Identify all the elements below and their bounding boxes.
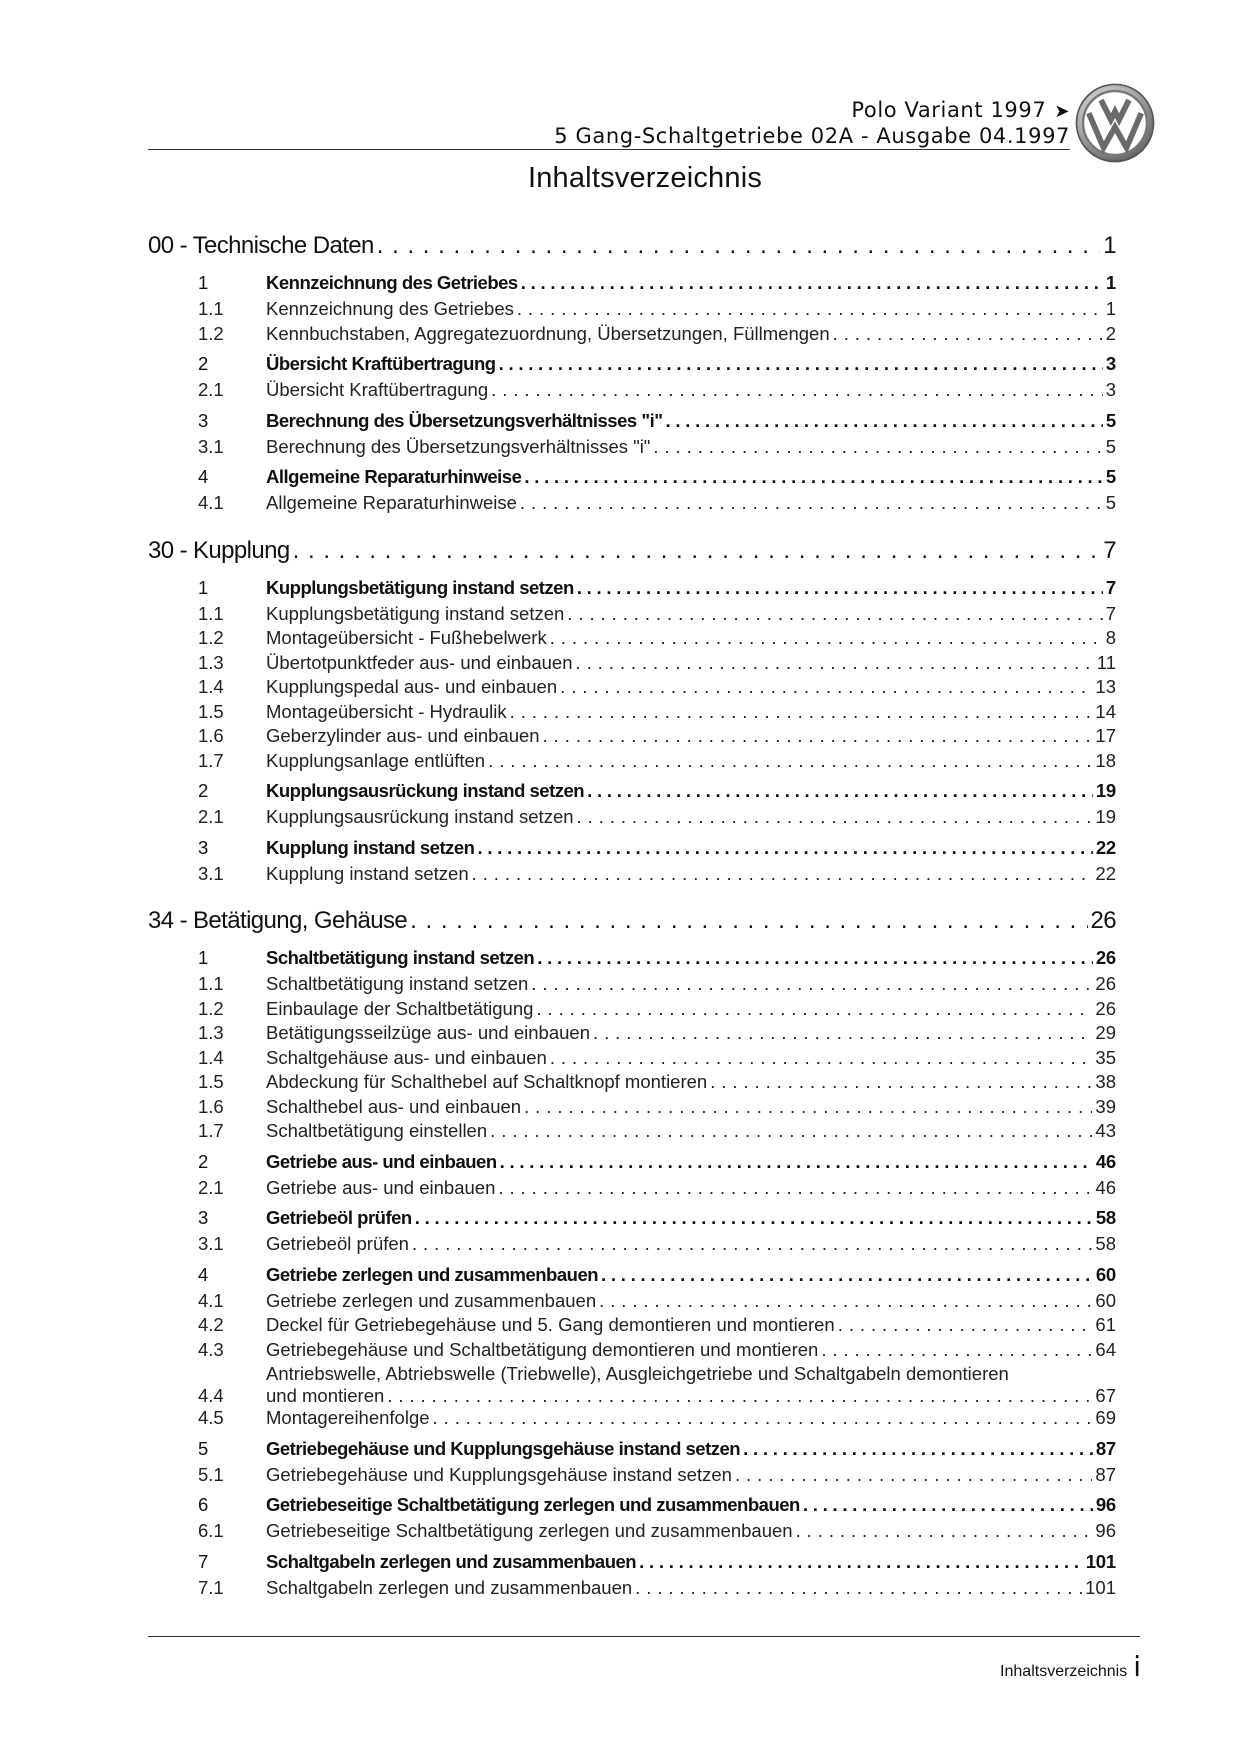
toc-subsection-entry[interactable]: [148, 1407, 1116, 1432]
entry-title: Getriebeseitige Schaltbetätigung zerlegen und zusammenbauen: [266, 1520, 793, 1541]
entry-page-number: 19: [1095, 806, 1116, 827]
vw-logo-icon: [1074, 82, 1156, 164]
entry-title: Schaltgehäuse aus- und einbauen: [266, 1046, 547, 1068]
toc-chapter: [148, 537, 1116, 888]
entry-page-number: 1: [1103, 232, 1116, 259]
dot-leader: [433, 1407, 1093, 1429]
page-header: [148, 96, 1070, 150]
toc-subsection-entry[interactable]: [148, 652, 1116, 677]
dot-leader: [821, 1339, 1092, 1361]
header-subtitle: 5 Gang-Schaltgetriebe 02A - Ausgabe 04.1997: [554, 124, 1070, 148]
entry-number: 2: [198, 780, 209, 801]
entry-number: 3: [198, 1207, 209, 1228]
entry-number: 3: [198, 409, 209, 431]
entry-number: 7.1: [198, 1576, 224, 1598]
toc-subsection-entry[interactable]: [148, 1314, 1116, 1339]
entry-title: Antriebswelle, Abtriebswelle (Triebwelle), Ausgleichgetriebe und Schaltgabeln demontieren: [266, 1363, 1009, 1384]
entry-title: Getriebe zerlegen und zusammenbauen: [266, 1289, 597, 1311]
entry-page-number: 22: [1095, 862, 1116, 884]
entry-number: 1.5: [198, 700, 224, 722]
toc-subsection-entry[interactable]: [148, 1022, 1116, 1047]
entry-title: Berechnung des Übersetzungsverhältnisses "i": [266, 435, 651, 457]
entry-page-number: 35: [1095, 1046, 1116, 1068]
toc-chapter: [148, 232, 1116, 517]
entry-page-number: 22: [1095, 836, 1116, 858]
entry-page-number: 60: [1095, 1289, 1116, 1311]
entry-page-number: 19: [1095, 780, 1116, 801]
entry-page-number: 64: [1095, 1338, 1116, 1360]
entry-title: Geberzylinder aus- und einbauen: [266, 725, 540, 746]
toc-section-entry[interactable]: [148, 353, 1116, 379]
entry-title: Kupplungspedal aus- und einbauen: [266, 676, 558, 697]
entry-title: Getriebe aus- und einbauen: [266, 1150, 497, 1172]
dot-leader: [710, 1071, 1092, 1093]
entry-page-number: 96: [1095, 1520, 1116, 1541]
dot-leader: [536, 998, 1092, 1020]
entry-page-number: 2: [1105, 322, 1116, 344]
entry-title-block: [266, 1363, 1116, 1407]
entry-number: 4.2: [198, 1314, 224, 1335]
entry-page-number: 96: [1095, 1494, 1116, 1515]
entry-number: 5: [198, 1437, 209, 1459]
dot-leader: [803, 1494, 1093, 1516]
entry-page-number: 46: [1095, 1150, 1116, 1172]
entry-title: Schaltbetätigung instand setzen: [266, 973, 529, 994]
entry-number: 1.7: [198, 1120, 224, 1141]
entry-page-number: 7: [1105, 576, 1116, 598]
entry-page-number: 67: [1095, 1385, 1116, 1406]
toc-section-entry[interactable]: [148, 837, 1116, 863]
entry-title: Kupplungsausrückung instand setzen: [266, 780, 585, 801]
entry-page-number: 14: [1095, 700, 1116, 722]
toc-subsection-entry[interactable]: [148, 1339, 1116, 1364]
entry-title: Betätigungsseilzüge aus- und einbauen: [266, 1022, 590, 1043]
entry-title: Getriebeöl prüfen: [266, 1233, 409, 1254]
entry-title: Montagereihenfolge: [266, 1407, 430, 1428]
dot-leader: [601, 1264, 1093, 1286]
entry-page-number: 5: [1105, 409, 1116, 431]
entry-page-number: 11: [1096, 651, 1116, 673]
entry-title: Montageübersicht - Fußhebelwerk: [266, 627, 547, 648]
entry-title: Schaltbetätigung einstellen: [266, 1120, 488, 1141]
entry-number: 1.4: [198, 1046, 224, 1068]
entry-page-number: 29: [1095, 1022, 1116, 1043]
page-title: Inhaltsverzeichnis: [527, 162, 763, 194]
dot-leader: [415, 1207, 1093, 1229]
entry-number: 4.4: [198, 1385, 224, 1406]
entry-number: 1.4: [198, 676, 224, 697]
toc-subsection-entry[interactable]: [148, 379, 1116, 404]
toc-section-entry[interactable]: [148, 466, 1116, 492]
entry-number: 1.1: [198, 973, 224, 994]
dot-leader: [576, 652, 1094, 674]
entry-title: Schaltgabeln zerlegen und zusammenbauen: [266, 1576, 633, 1598]
entry-page-number: 17: [1095, 725, 1116, 746]
toc-section-entry[interactable]: [148, 1494, 1116, 1520]
entry-page-number: 26: [1095, 997, 1116, 1019]
entry-page-number: 101: [1085, 1550, 1116, 1572]
entry-page-number: 61: [1095, 1314, 1116, 1335]
entry-page-number: 3: [1105, 379, 1116, 400]
entry-title: Montageübersicht - Hydraulik: [266, 700, 507, 722]
entry-number: 4.3: [198, 1338, 224, 1360]
entry-number: 1.3: [198, 1022, 224, 1043]
toc-subsection-entry[interactable]: [148, 1071, 1116, 1096]
entry-title: Kupplungsanlage entlüften: [266, 749, 486, 771]
toc-subsection-entry[interactable]: [148, 1520, 1116, 1545]
dot-leader: [293, 537, 1101, 565]
dot-leader: [472, 863, 1093, 885]
toc-subsection-entry[interactable]: [148, 436, 1116, 461]
footer-divider: [148, 1636, 1140, 1637]
toc-subsection-entry[interactable]: [148, 1363, 1116, 1407]
entry-title: Kennzeichnung des Getriebes: [266, 298, 514, 319]
toc-subsection-entry[interactable]: [148, 1290, 1116, 1315]
entry-title-continuation-line: [266, 1385, 1116, 1407]
header-model-text: Polo Variant 1997: [851, 98, 1047, 122]
dot-leader: [543, 725, 1093, 747]
entry-number: 2: [198, 1150, 209, 1172]
entry-title: Allgemeine Reparaturhinweise: [266, 466, 522, 487]
entry-title: Getriebeseitige Schaltbetätigung zerlegen und zusammenbauen: [266, 1494, 800, 1515]
entry-page-number: 7: [1105, 602, 1116, 624]
entry-title: Getriebe zerlegen und zusammenbauen: [266, 1263, 599, 1285]
entry-number: 1.2: [198, 997, 224, 1019]
entry-number: 1.5: [198, 1071, 224, 1092]
entry-number: 1.6: [198, 1095, 224, 1117]
entry-number: 1.3: [198, 651, 224, 673]
entry-number: 2.1: [198, 806, 224, 827]
dot-leader: [517, 298, 1103, 320]
entry-number: 1.2: [198, 627, 224, 648]
entry-page-number: 13: [1095, 676, 1116, 697]
dot-leader: [510, 701, 1093, 723]
dot-leader: [531, 973, 1092, 995]
entry-number: 3.1: [198, 1233, 224, 1254]
toc-subsection-entry[interactable]: [148, 323, 1116, 348]
entry-number: 5.1: [198, 1463, 224, 1485]
entry-title: Übersicht Kraftübertragung: [266, 353, 496, 374]
entry-title: Kennzeichnung des Getriebes: [266, 272, 518, 293]
toc-section-entry[interactable]: [148, 410, 1116, 436]
toc-section-entry[interactable]: [148, 1151, 1116, 1177]
entry-number: 6.1: [198, 1520, 224, 1541]
entry-page-number: 8: [1105, 627, 1116, 648]
toc-subsection-entry[interactable]: [148, 676, 1116, 701]
dot-leader: [524, 466, 1103, 488]
entry-number: 4.5: [198, 1407, 224, 1428]
entry-number: 4.1: [198, 1289, 224, 1311]
footer-label: Inhaltsverzeichnis: [1000, 1663, 1128, 1680]
toc-section-entry[interactable]: [148, 1207, 1116, 1233]
entry-page-number: 60: [1095, 1263, 1116, 1285]
entry-title: Schalthebel aus- und einbauen: [266, 1095, 522, 1117]
entry-page-number: 5: [1105, 466, 1116, 487]
entry-number: 1: [198, 272, 209, 293]
toc-subsection-entry[interactable]: [148, 1577, 1116, 1602]
toc-subsection-entry[interactable]: [148, 1096, 1116, 1121]
toc-subsection-entry[interactable]: [148, 998, 1116, 1023]
entry-page-number: 5: [1105, 435, 1116, 457]
entry-number: 1.1: [198, 298, 224, 319]
entry-title: Kennbuchstaben, Aggregatezuordnung, Übersetzungen, Füllmengen: [266, 322, 830, 344]
entry-title-continued: und montieren: [266, 1385, 385, 1406]
dot-leader: [635, 1577, 1082, 1599]
toc-section-entry[interactable]: [148, 780, 1116, 806]
header-divider: [148, 149, 1070, 150]
table-of-contents: [148, 232, 1116, 1601]
entry-number: 4: [198, 466, 209, 487]
dot-leader: [550, 627, 1103, 649]
entry-number: 2.1: [198, 379, 224, 400]
entry-title: Getriebegehäuse und Kupplungsgehäuse instand setzen: [266, 1463, 732, 1485]
dot-leader: [653, 436, 1102, 458]
entry-number: 1.6: [198, 725, 224, 746]
toc-subsection-entry[interactable]: [148, 627, 1116, 652]
dot-leader: [412, 1233, 1092, 1255]
entry-title: Schaltbetätigung instand setzen: [266, 947, 535, 968]
toc-subsection-entry[interactable]: [148, 750, 1116, 775]
dot-leader: [833, 323, 1103, 345]
dot-leader: [577, 806, 1093, 828]
entry-page-number: 1: [1105, 298, 1116, 319]
entry-title: 00 - Technische Daten: [148, 232, 374, 259]
entry-title: Übersicht Kraftübertragung: [266, 379, 489, 400]
entry-number: 1.1: [198, 602, 224, 624]
entry-number: 3.1: [198, 862, 224, 884]
toc-subsection-entry[interactable]: [148, 725, 1116, 750]
entry-page-number: 26: [1095, 947, 1116, 968]
toc-section-entry[interactable]: [148, 1551, 1116, 1577]
entry-number: 4.1: [198, 492, 224, 513]
entry-page-number: 58: [1095, 1207, 1116, 1228]
dot-leader: [838, 1314, 1093, 1336]
toc-chapter-entry[interactable]: [148, 232, 1116, 266]
toc-subsection-entry[interactable]: [148, 492, 1116, 517]
entry-page-number: 5: [1105, 492, 1116, 513]
entry-title: Abdeckung für Schalthebel auf Schaltknopf montieren: [266, 1071, 708, 1092]
dot-leader: [639, 1551, 1083, 1573]
entry-title: Kupplungsbetätigung instand setzen: [266, 602, 565, 624]
entry-number: 1.2: [198, 322, 224, 344]
dot-leader: [587, 780, 1093, 802]
toc-subsection-entry[interactable]: [148, 1233, 1116, 1258]
dot-leader: [550, 1047, 1093, 1069]
dot-leader: [567, 603, 1102, 625]
dot-leader: [488, 750, 1092, 772]
entry-title: Berechnung des Übersetzungsverhältnisses "i": [266, 409, 663, 431]
entry-title: Getriebegehäuse und Kupplungsgehäuse instand setzen: [266, 1437, 741, 1459]
toc-subsection-entry[interactable]: [148, 1047, 1116, 1072]
entry-title: Einbaulage der Schaltbetätigung: [266, 997, 534, 1019]
entry-page-number: 3: [1105, 353, 1116, 374]
entry-page-number: 18: [1095, 749, 1116, 771]
entry-page-number: 26: [1090, 907, 1116, 934]
entry-page-number: 38: [1095, 1071, 1116, 1092]
toc-section-entry[interactable]: [148, 272, 1116, 298]
dot-leader: [410, 907, 1087, 935]
entry-page-number: 1: [1105, 272, 1116, 293]
entry-title: Kupplung instand setzen: [266, 836, 475, 858]
toc-subsection-entry[interactable]: [148, 863, 1116, 888]
arrow-right-icon: ➤: [1054, 101, 1070, 122]
entry-title: Deckel für Getriebegehäuse und 5. Gang demontieren und montieren: [266, 1314, 835, 1335]
toc-section-entry[interactable]: [148, 947, 1116, 973]
toc-subsection-entry[interactable]: [148, 1120, 1116, 1145]
dot-leader: [560, 676, 1092, 698]
entry-page-number: 26: [1095, 973, 1116, 994]
entry-page-number: 7: [1103, 536, 1116, 564]
toc-subsection-entry[interactable]: [148, 603, 1116, 628]
entry-title: Schaltgabeln zerlegen und zusammenbauen: [266, 1550, 637, 1572]
footer-page-number: i: [1133, 1650, 1141, 1683]
entry-page-number: 69: [1095, 1407, 1116, 1428]
dot-leader: [498, 1177, 1092, 1199]
entry-page-number: 46: [1095, 1176, 1116, 1198]
entry-number: 1: [198, 947, 209, 968]
toc-subsection-entry[interactable]: [148, 1464, 1116, 1489]
dot-leader: [387, 1385, 1092, 1407]
dot-leader: [577, 577, 1103, 599]
toc-subsection-entry[interactable]: [148, 298, 1116, 323]
entry-number: 1.7: [198, 749, 224, 771]
entry-page-number: 87: [1095, 1463, 1116, 1485]
dot-leader: [666, 410, 1103, 432]
dot-leader: [500, 1151, 1093, 1173]
dot-leader: [490, 1120, 1092, 1142]
toc-subsection-entry[interactable]: [148, 806, 1116, 831]
entry-number: 1: [198, 576, 209, 598]
entry-title: Getriebegehäuse und Schaltbetätigung demontieren und montieren: [266, 1338, 819, 1360]
entry-number: 7: [198, 1550, 209, 1572]
entry-page-number: 43: [1095, 1120, 1116, 1141]
dot-leader: [377, 232, 1100, 260]
dot-leader: [491, 379, 1103, 401]
entry-title: Kupplungsausrückung instand setzen: [266, 806, 574, 827]
header-model: [851, 98, 1070, 122]
entry-title: 34 - Betätigung, Gehäuse: [148, 907, 408, 934]
dot-leader: [735, 1464, 1092, 1486]
toc-subsection-entry[interactable]: [148, 1177, 1116, 1202]
entry-number: 6: [198, 1494, 209, 1515]
toc-chapter-entry[interactable]: [148, 907, 1116, 941]
entry-number: 3: [198, 836, 209, 858]
toc-section-entry[interactable]: [148, 577, 1116, 603]
dot-leader: [743, 1438, 1093, 1460]
entry-page-number: 87: [1095, 1437, 1116, 1459]
dot-leader: [599, 1290, 1092, 1312]
entry-number: 3.1: [198, 435, 224, 457]
entry-title: Getriebeöl prüfen: [266, 1207, 412, 1228]
entry-number: 2.1: [198, 1176, 224, 1198]
toc-subsection-entry[interactable]: [148, 973, 1116, 998]
dot-leader: [593, 1022, 1092, 1044]
dot-leader: [537, 947, 1093, 969]
toc-subsection-entry[interactable]: [148, 701, 1116, 726]
dot-leader: [499, 353, 1103, 375]
dot-leader: [477, 837, 1092, 859]
entry-page-number: 39: [1095, 1095, 1116, 1117]
dot-leader: [520, 492, 1103, 514]
entry-title: Kupplung instand setzen: [266, 862, 469, 884]
entry-title: Allgemeine Reparaturhinweise: [266, 492, 517, 513]
dot-leader: [796, 1520, 1093, 1542]
toc-section-entry[interactable]: [148, 1438, 1116, 1464]
entry-page-number: 101: [1085, 1576, 1116, 1598]
entry-title: Kupplungsbetätigung instand setzen: [266, 576, 574, 598]
entry-title: Getriebe aus- und einbauen: [266, 1176, 496, 1198]
entry-title: Übertotpunktfeder aus- und einbauen: [266, 651, 573, 673]
dot-leader: [524, 1096, 1092, 1118]
entry-page-number: 58: [1095, 1233, 1116, 1254]
toc-chapter: [148, 907, 1116, 1601]
entry-number: 4: [198, 1263, 209, 1285]
toc-section-entry[interactable]: [148, 1264, 1116, 1290]
toc-chapter-entry[interactable]: [148, 537, 1116, 571]
dot-leader: [521, 272, 1103, 294]
entry-title: 30 - Kupplung: [148, 536, 290, 564]
entry-number: 2: [198, 353, 209, 374]
page-footer: [1000, 1650, 1141, 1683]
